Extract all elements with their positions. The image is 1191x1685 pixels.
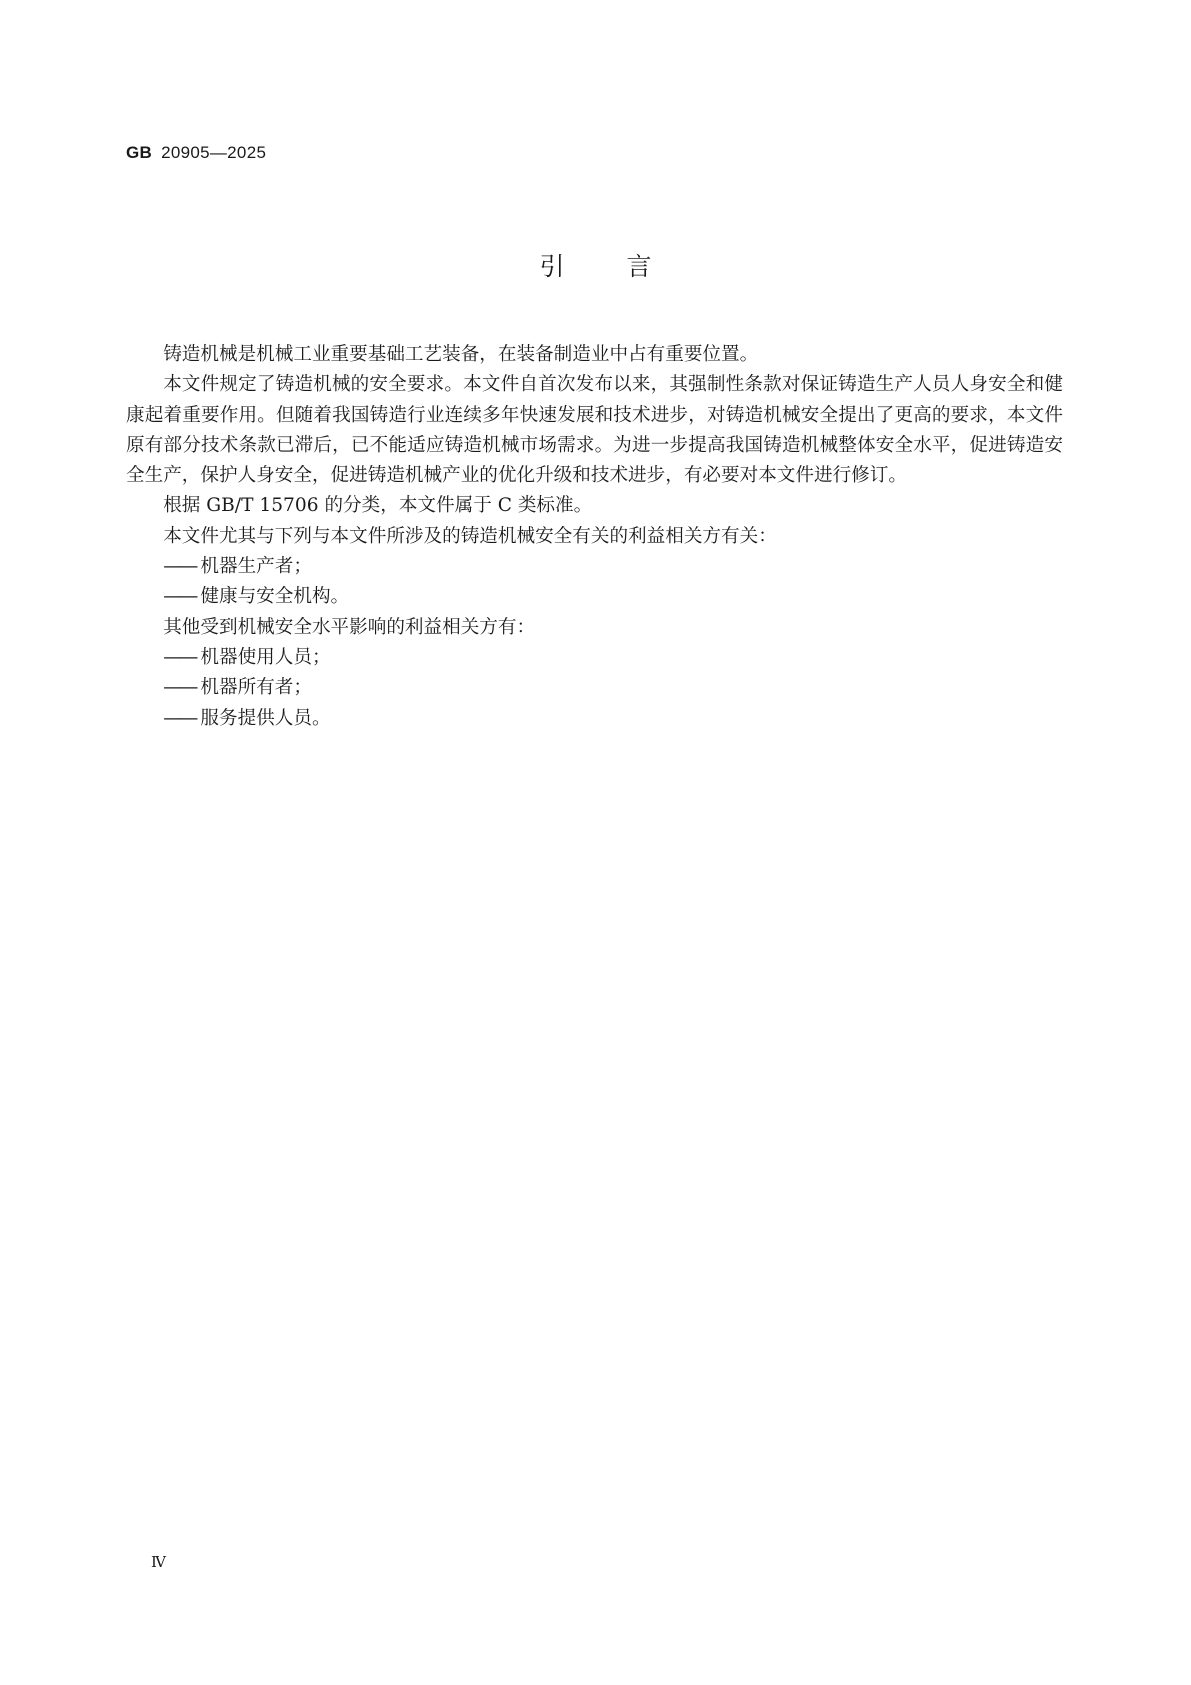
dash-mark: —— — [163, 586, 197, 608]
list-item — [126, 643, 1063, 673]
standard-number: 20905—2025 — [161, 143, 267, 162]
document-code — [126, 143, 266, 163]
dash-mark: —— — [163, 707, 197, 729]
list-item — [126, 582, 1063, 612]
paragraph: 铸造机械是机械工业重要基础工艺装备，在装备制造业中占有重要位置。 — [163, 344, 759, 365]
dash-mark: —— — [163, 677, 197, 699]
dash-mark: —— — [163, 556, 197, 578]
standard-prefix: GB — [126, 143, 153, 162]
paragraph: 根据 GB/T 15706 的分类，本文件属于 C 类标准。 — [163, 495, 593, 517]
list-item-text: 机器使用人员； — [200, 646, 331, 668]
list-item — [126, 704, 1063, 734]
list-item-text: 健康与安全机构。 — [200, 586, 350, 608]
page-number: Ⅳ — [151, 1553, 166, 1571]
dash-mark: —— — [163, 646, 197, 668]
list-item — [126, 552, 1063, 582]
list-item-text: 机器生产者； — [200, 556, 312, 578]
paragraph: 本文件规定了铸造机械的安全要求。本文件自首次发布以来，其强制性条款对保证铸造生产人员人身安全和健康起着重要作用。但随着我国铸造行业连续多年快速发展和技术进步，对铸造机械安全提出了更高的要求，本文件原有部分技术条款已滞后，已不能适应铸造机械市场需求。为进一步提高我国铸造机械整体安全水平，促进铸造安全生产，保护人身安全，促进铸造机械产业的优化升级和技术进步，有必要对本文件进行修订。 — [126, 374, 1063, 487]
paragraph: 本文件尤其与下列与本文件所涉及的铸造机械安全有关的利益相关方有关： — [163, 525, 777, 547]
list-item-text: 机器所有者； — [200, 677, 312, 699]
section-title: 引言 — [539, 252, 714, 281]
introduction-body — [126, 340, 1063, 734]
list-item-text: 服务提供人员。 — [200, 707, 331, 729]
list-item — [126, 673, 1063, 703]
paragraph: 其他受到机械安全水平影响的利益相关方有： — [163, 616, 536, 638]
